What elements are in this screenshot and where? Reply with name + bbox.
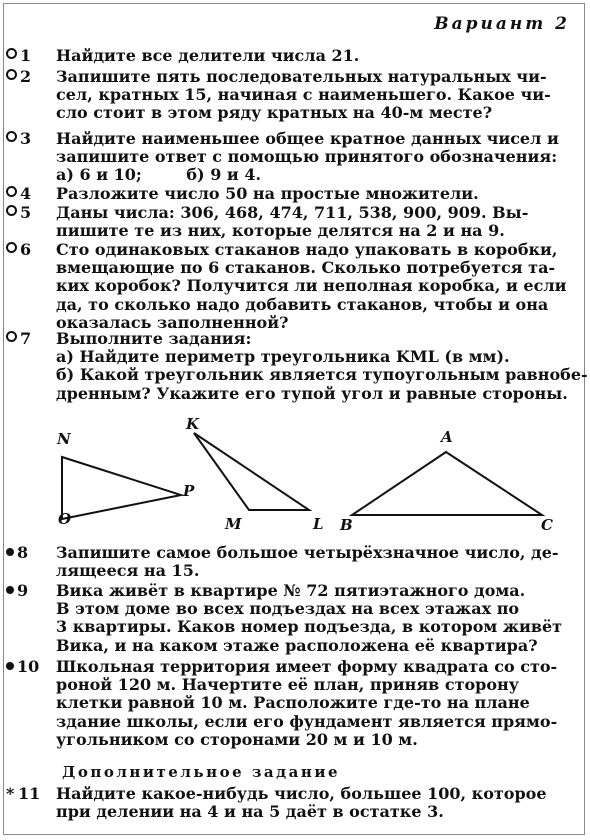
task-text bbox=[56, 785, 572, 821]
triangle-kml bbox=[185, 415, 324, 533]
task-text bbox=[56, 544, 572, 580]
task-line: а) 6 и 10; б) 9 и 4. bbox=[56, 165, 262, 185]
task-text bbox=[56, 241, 572, 332]
task-line: 3 квартиры. Каков номер подъезда, в котором живёт bbox=[56, 617, 563, 637]
task-8 bbox=[12, 544, 572, 580]
subtask-line: а) Найдите периметр треугольника KML (в мм). bbox=[56, 347, 510, 367]
label-n: N bbox=[57, 430, 71, 448]
task-line: сел, кратных 15, начиная с наименьшего. Какое чи- bbox=[56, 85, 551, 105]
task-line: вмещающие по 6 стаканов. Сколько потребуется та- bbox=[56, 258, 556, 278]
circle-marker-icon bbox=[6, 131, 17, 142]
task-text bbox=[56, 185, 572, 203]
label-k: K bbox=[186, 415, 200, 433]
task-6 bbox=[12, 241, 572, 332]
task-text bbox=[56, 582, 572, 655]
task-number: 8 bbox=[6, 544, 46, 562]
task-text bbox=[56, 47, 572, 65]
task-line: Выполните задания: bbox=[56, 329, 252, 348]
task-line: Найдите все делители числа 21. bbox=[56, 46, 360, 65]
task-number: 9 bbox=[6, 582, 46, 600]
triangles-figure bbox=[0, 410, 590, 540]
task-5 bbox=[12, 204, 572, 240]
task-text bbox=[56, 204, 572, 240]
circle-marker-icon bbox=[6, 331, 17, 342]
task-number: 1 bbox=[6, 47, 46, 65]
task-11 bbox=[6, 784, 572, 822]
circle-marker-icon bbox=[6, 48, 17, 59]
circle-marker-icon bbox=[6, 205, 17, 216]
task-line: Найдите какое-нибудь число, большее 100, которое bbox=[56, 784, 547, 803]
task-line: оказалась заполненной? bbox=[56, 312, 289, 332]
task-line: Школьная территория имеет форму квадрата со сто- bbox=[56, 657, 558, 676]
task-number: 7 bbox=[6, 330, 46, 348]
star-marker-icon: * bbox=[6, 784, 15, 803]
task-1 bbox=[12, 47, 572, 65]
bullet-marker-icon bbox=[6, 548, 14, 556]
triangle-nop bbox=[56, 430, 195, 528]
task-line: угольником со сторонами 20 м и 10 м. bbox=[56, 729, 418, 749]
task-text bbox=[56, 68, 572, 123]
task-line: при делении на 4 и на 5 даёт в остатке 3. bbox=[56, 802, 444, 822]
label-l: L bbox=[313, 515, 324, 533]
task-line: В этом доме во всех подъездах на всех этажах по bbox=[56, 599, 520, 619]
task-4 bbox=[12, 185, 572, 203]
task-line: роной 120 м. Начертите её план, приняв сторону bbox=[56, 675, 519, 695]
task-number: 6 bbox=[6, 241, 46, 259]
circle-marker-icon bbox=[6, 69, 17, 80]
task-line: клетки равной 10 м. Расположите где-то на плане bbox=[56, 693, 530, 713]
circle-marker-icon bbox=[6, 186, 17, 197]
task-text bbox=[56, 130, 572, 185]
task-10 bbox=[12, 658, 572, 749]
task-text bbox=[56, 658, 572, 749]
label-b: B bbox=[340, 516, 353, 534]
task-line: лящееся на 15. bbox=[56, 561, 200, 581]
task-line: сло стоит в этом ряду кратных на 40-м месте? bbox=[56, 103, 493, 123]
circle-marker-icon bbox=[6, 242, 17, 253]
bullet-marker-icon bbox=[6, 662, 14, 670]
label-p: P bbox=[183, 482, 195, 500]
task-9 bbox=[12, 582, 572, 655]
label-o: O bbox=[58, 510, 72, 528]
subtask-line: б) Какой треугольник является тупоугольным равнобе- bbox=[56, 365, 588, 385]
task-line: запишите ответ с помощью принятого обозначения: bbox=[56, 147, 558, 167]
extra-task-title: Дополнительное задание bbox=[62, 763, 341, 781]
task-7 bbox=[12, 329, 588, 403]
subtask-line: дренным? Укажите его тупой угол и равные стороны. bbox=[56, 383, 568, 403]
bullet-marker-icon bbox=[6, 586, 14, 594]
task-number: * 11 bbox=[6, 784, 41, 803]
variant-title: Вариант 2 bbox=[434, 14, 570, 34]
task-2 bbox=[12, 68, 572, 123]
task-line: Сто одинаковых стаканов надо упаковать в коробки, bbox=[56, 240, 558, 259]
task-number: 2 bbox=[6, 68, 46, 86]
task-line: ких коробок? Получится ли неполная коробка, и если bbox=[56, 276, 567, 296]
task-line: здание школы, если его фундамент является прямо- bbox=[56, 711, 558, 731]
task-line: Вика живёт в квартире № 72 пятиэтажного дома. bbox=[56, 581, 526, 600]
task-line: да, то сколько надо добавить стаканов, чтобы и она bbox=[56, 294, 549, 314]
task-line: Запишите пять последовательных натуральных чи- bbox=[56, 67, 547, 86]
task-line: Запишите самое большое четырёхзначное число, де- bbox=[56, 543, 559, 562]
task-line: Даны числа: 306, 468, 474, 711, 538, 900, 909. Вы- bbox=[56, 203, 529, 222]
task-line: Разложите число 50 на простые множители. bbox=[56, 184, 479, 203]
label-a: A bbox=[441, 428, 453, 446]
task-number: 3 bbox=[6, 130, 46, 148]
label-c: C bbox=[541, 516, 553, 534]
label-m: M bbox=[225, 515, 242, 533]
task-line: Найдите наименьшее общее кратное данных чисел и bbox=[56, 129, 559, 148]
task-line: пишите те из них, которые делятся на 2 и на 9. bbox=[56, 221, 505, 241]
task-line: Вика, и на каком этаже расположена её квартира? bbox=[56, 635, 538, 655]
task-text bbox=[56, 329, 588, 403]
task-number: 10 bbox=[6, 658, 46, 676]
task-number: 5 bbox=[6, 204, 46, 222]
task-3 bbox=[12, 130, 572, 185]
triangle-abc bbox=[339, 428, 553, 534]
task-number: 4 bbox=[6, 185, 46, 203]
